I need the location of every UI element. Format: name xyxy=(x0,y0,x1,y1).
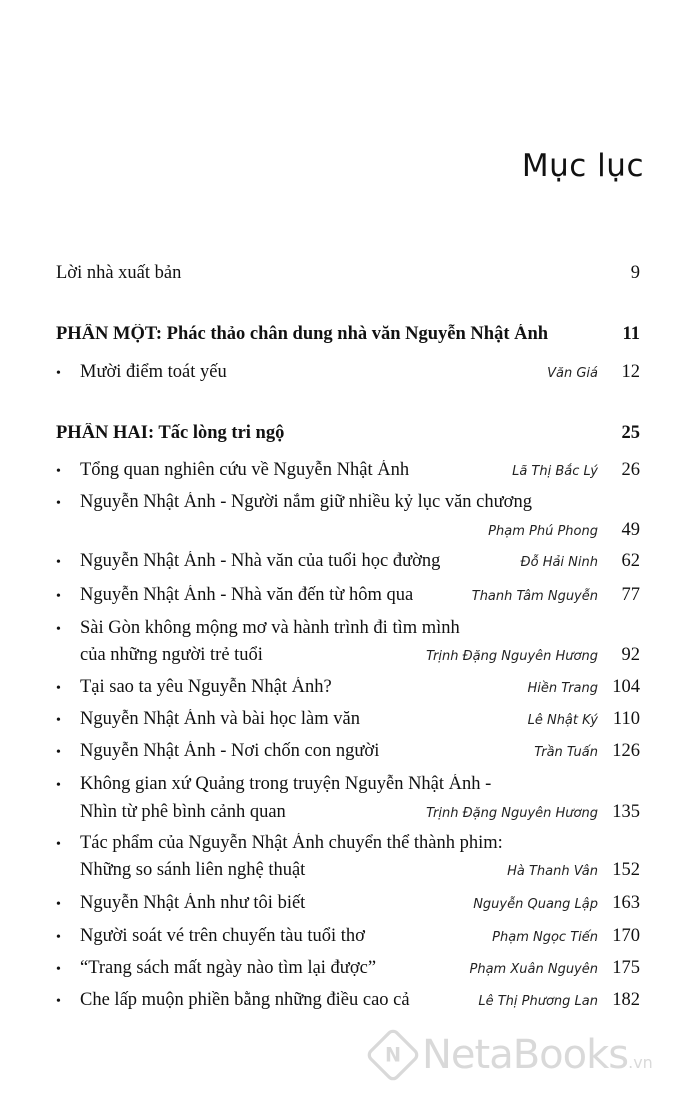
entry-title: “Trang sách mất ngày nào tìm lại được” xyxy=(80,958,377,978)
section-heading xyxy=(56,423,640,449)
entry-page: 104 xyxy=(612,677,640,697)
entry-title: Nguyễn Nhật Ánh - Nhà văn đến từ hôm qua xyxy=(80,585,414,605)
toc-entry xyxy=(56,618,640,644)
entry-author: Phạm Phú Phong xyxy=(488,524,598,539)
toc-entry xyxy=(56,709,640,735)
entry-author: Lê Nhật Ký xyxy=(527,713,598,728)
toc-entry xyxy=(56,990,640,1016)
toc-entry xyxy=(56,551,640,577)
entry-title: PHẦN HAI: Tấc lòng tri ngộ xyxy=(56,423,285,443)
toc-entry xyxy=(56,741,640,767)
entry-title-continued: Nhìn từ phê bình cảnh quan xyxy=(80,802,286,822)
entry-author: Trịnh Đặng Nguyên Hương xyxy=(426,806,598,821)
netabooks-watermark xyxy=(368,1030,653,1080)
entry-title: Tại sao ta yêu Nguyễn Nhật Ánh? xyxy=(80,677,332,697)
bullet: • xyxy=(56,496,61,511)
entry-page: 152 xyxy=(612,860,640,880)
entry-author: Đỗ Hải Ninh xyxy=(520,555,598,570)
bullet: • xyxy=(56,930,61,945)
entry-author: Lê Thị Phương Lan xyxy=(478,994,598,1009)
entry-title: Nguyễn Nhật Ánh - Nơi chốn con người xyxy=(80,741,380,761)
toc-entry xyxy=(56,958,640,984)
entry-page: 170 xyxy=(612,926,640,946)
table-of-contents xyxy=(56,0,640,1118)
section-heading xyxy=(56,324,640,350)
bullet: • xyxy=(56,555,61,570)
entry-title: Người soát vé trên chuyến tàu tuổi thơ xyxy=(80,926,365,946)
toc-entry xyxy=(56,677,640,703)
bullet: • xyxy=(56,366,61,381)
toc-entry xyxy=(56,926,640,952)
toc-entry xyxy=(56,893,640,919)
entry-author: Văn Giá xyxy=(547,366,598,381)
toc-entry xyxy=(56,263,640,289)
toc-entry-continuation xyxy=(56,860,640,886)
entry-page: 163 xyxy=(612,893,640,913)
entry-page: 126 xyxy=(612,741,640,761)
entry-title: PHẦN MỘT: Phác thảo chân dung nhà văn Nguyễn Nhật Ánh xyxy=(56,324,549,344)
entry-title: Tác phẩm của Nguyễn Nhật Ánh chuyển thể thành phim: xyxy=(80,833,503,853)
bullet: • xyxy=(56,837,61,852)
bullet: • xyxy=(56,622,61,637)
entry-title: Lời nhà xuất bản xyxy=(56,263,182,283)
page-title: Mục lục xyxy=(521,148,644,184)
entry-title: Nguyễn Nhật Ánh - Người nắm giữ nhiều kỷ lục văn chương xyxy=(80,492,532,512)
entry-author: Lã Thị Bắc Lý xyxy=(512,464,598,479)
entry-page: 26 xyxy=(621,460,640,480)
entry-title: Sài Gòn không mộng mơ và hành trình đi tìm mình xyxy=(80,618,460,638)
entry-author: Trịnh Đặng Nguyên Hương xyxy=(426,649,598,664)
entry-author: Phạm Ngọc Tiến xyxy=(492,930,598,945)
bullet: • xyxy=(56,589,61,604)
netabooks-logo-icon: N xyxy=(365,1027,422,1084)
toc-entry xyxy=(56,362,640,388)
entry-page: 49 xyxy=(621,520,640,540)
entry-title: Không gian xứ Quảng trong truyện Nguyễn Nhật Ánh - xyxy=(80,774,492,794)
entry-page: 62 xyxy=(621,551,640,571)
entry-author: Nguyễn Quang Lập xyxy=(473,897,598,912)
entry-author: Thanh Tâm Nguyễn xyxy=(471,589,598,604)
bullet: • xyxy=(56,778,61,793)
entry-author: Hà Thanh Vân xyxy=(507,864,598,879)
entry-title: Tổng quan nghiên cứu về Nguyễn Nhật Ánh xyxy=(80,460,410,480)
toc-entry xyxy=(56,833,640,859)
entry-author: Hiền Trang xyxy=(527,681,598,696)
bullet: • xyxy=(56,681,61,696)
entry-author: Phạm Xuân Nguyên xyxy=(469,962,598,977)
toc-entry xyxy=(56,492,640,518)
entry-page: 11 xyxy=(622,324,640,344)
toc-entry xyxy=(56,585,640,611)
entry-page: 110 xyxy=(612,709,640,729)
entry-title: Mười điểm toát yếu xyxy=(80,362,227,382)
entry-page: 12 xyxy=(621,362,640,382)
watermark-text: NetaBooks.vn xyxy=(422,1032,653,1078)
bullet: • xyxy=(56,713,61,728)
entry-title: Che lấp muộn phiền bằng những điều cao cả xyxy=(80,990,410,1010)
toc-entry xyxy=(56,774,640,800)
entry-page: 9 xyxy=(630,263,640,283)
entry-title: Nguyễn Nhật Ánh - Nhà văn của tuổi học đường xyxy=(80,551,441,571)
toc-entry-continuation xyxy=(56,520,640,546)
entry-title: Nguyễn Nhật Ánh và bài học làm văn xyxy=(80,709,360,729)
entry-title-continued: Những so sánh liên nghệ thuật xyxy=(80,860,306,880)
bullet: • xyxy=(56,464,61,479)
bullet: • xyxy=(56,962,61,977)
entry-page: 175 xyxy=(612,958,640,978)
entry-title-continued: của những người trẻ tuổi xyxy=(80,645,263,665)
bullet: • xyxy=(56,994,61,1009)
bullet: • xyxy=(56,897,61,912)
entry-page: 77 xyxy=(621,585,640,605)
entry-page: 182 xyxy=(612,990,640,1010)
toc-entry xyxy=(56,460,640,486)
entry-page: 92 xyxy=(621,645,640,665)
bullet: • xyxy=(56,745,61,760)
toc-entry-continuation xyxy=(56,802,640,828)
toc-entry-continuation xyxy=(56,645,640,671)
entry-page: 25 xyxy=(621,423,640,443)
entry-title: Nguyễn Nhật Ánh như tôi biết xyxy=(80,893,306,913)
entry-page: 135 xyxy=(612,802,640,822)
entry-author: Trần Tuấn xyxy=(534,745,598,760)
